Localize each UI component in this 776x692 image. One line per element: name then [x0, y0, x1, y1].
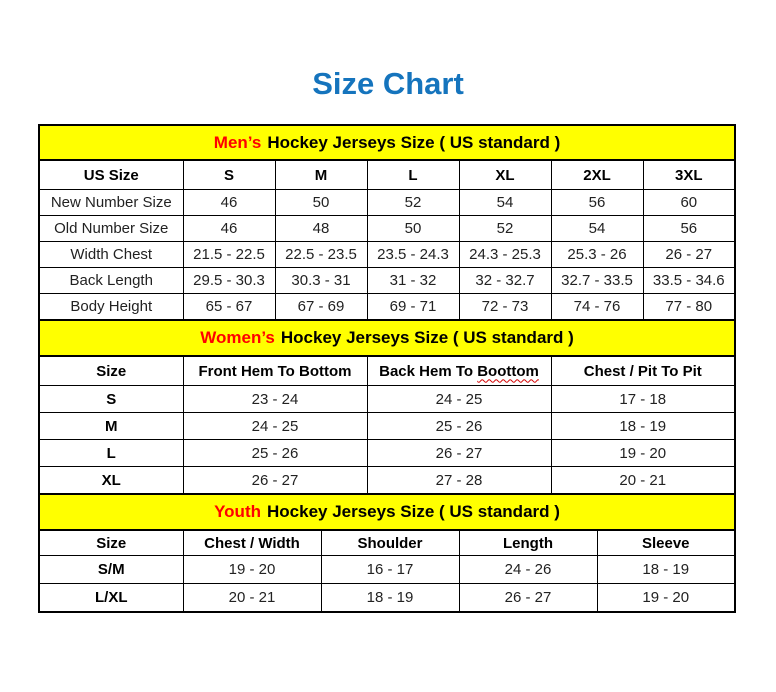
- mens-header-row: [39, 160, 735, 190]
- size-cell: 26 - 27: [643, 242, 735, 268]
- size-cell: 25 - 26: [367, 413, 551, 440]
- table-row: [39, 386, 735, 413]
- column-header: [643, 160, 735, 190]
- row-label: S: [39, 386, 183, 413]
- page-title: Size Chart: [312, 66, 464, 101]
- column-header: [183, 530, 321, 556]
- size-cell: 31 - 32: [367, 268, 459, 294]
- youth-header-row: [39, 530, 735, 556]
- youth-band-text: Hockey Jerseys Size ( US standard ): [267, 502, 560, 521]
- womens-size-table: [38, 319, 736, 495]
- column-header-label: S: [223, 166, 234, 184]
- youth-band-title: [39, 494, 735, 530]
- table-row: [39, 413, 735, 440]
- column-header-label: Front Hem To Bottom: [198, 362, 352, 380]
- size-cell: 74 - 76: [551, 294, 643, 321]
- size-cell: 19 - 20: [597, 584, 735, 613]
- row-label: M: [39, 413, 183, 440]
- size-cell: 65 - 67: [183, 294, 275, 321]
- womens-band-highlight: Women’s: [200, 328, 275, 347]
- column-header-label: 3XL: [675, 166, 703, 184]
- size-cell: 52: [459, 216, 551, 242]
- mens-band-highlight: Men’s: [213, 132, 262, 152]
- size-cell: 26 - 27: [367, 440, 551, 467]
- size-cell: 50: [367, 216, 459, 242]
- table-row: [39, 467, 735, 495]
- mens-band-title: [39, 125, 735, 160]
- column-header-label: Back Hem To: [379, 362, 478, 380]
- size-cell: 23 - 24: [183, 386, 367, 413]
- size-cell: 20 - 21: [183, 584, 321, 613]
- mens-band-text: Hockey Jerseys Size ( US standard ): [267, 132, 561, 152]
- row-label: Width Chest: [39, 242, 183, 268]
- column-header-label: M: [314, 166, 328, 184]
- column-header: [459, 160, 551, 190]
- womens-band-text: Hockey Jerseys Size ( US standard ): [280, 328, 574, 347]
- size-cell: 32 - 32.7: [459, 268, 551, 294]
- size-cell: 24.3 - 25.3: [459, 242, 551, 268]
- womens-header-row: [39, 356, 735, 386]
- size-cell: 18 - 19: [551, 413, 735, 440]
- size-cell: 69 - 71: [367, 294, 459, 321]
- size-tables: [38, 124, 734, 613]
- column-header: [551, 356, 735, 386]
- size-cell: 56: [643, 216, 735, 242]
- row-label: New Number Size: [39, 190, 183, 216]
- size-cell: 29.5 - 30.3: [183, 268, 275, 294]
- size-cell: 27 - 28: [367, 467, 551, 495]
- size-cell: 48: [275, 216, 367, 242]
- size-cell: 26 - 27: [183, 467, 367, 495]
- column-header: [459, 530, 597, 556]
- size-cell: 18 - 19: [321, 584, 459, 613]
- row-label: Back Length: [39, 268, 183, 294]
- youth-size-table: [38, 493, 736, 613]
- column-header: [551, 160, 643, 190]
- column-header-label: Size: [96, 534, 127, 552]
- column-header-label: Size: [96, 362, 127, 380]
- size-cell: 21.5 - 22.5: [183, 242, 275, 268]
- column-header: [275, 160, 367, 190]
- size-cell: 25 - 26: [183, 440, 367, 467]
- womens-band-title: [39, 320, 735, 356]
- row-label: Body Height: [39, 294, 183, 321]
- size-cell: 56: [551, 190, 643, 216]
- size-cell: 18 - 19: [597, 556, 735, 584]
- size-cell: 52: [367, 190, 459, 216]
- column-header-label: US Size: [83, 166, 139, 184]
- size-cell: 50: [275, 190, 367, 216]
- column-header-label: Chest / Pit To Pit: [583, 362, 702, 380]
- size-cell: 24 - 26: [459, 556, 597, 584]
- size-cell: 19 - 20: [551, 440, 735, 467]
- column-header: [597, 530, 735, 556]
- column-header-label: Sleeve: [641, 534, 690, 552]
- size-cell: 24 - 25: [367, 386, 551, 413]
- row-label: L/XL: [39, 584, 183, 613]
- size-cell: 17 - 18: [551, 386, 735, 413]
- size-cell: 19 - 20: [183, 556, 321, 584]
- column-header-label: XL: [495, 166, 515, 184]
- size-cell: 33.5 - 34.6: [643, 268, 735, 294]
- size-cell: 60: [643, 190, 735, 216]
- column-header: [39, 356, 183, 386]
- size-cell: 16 - 17: [321, 556, 459, 584]
- column-header-label: Length: [503, 534, 553, 552]
- row-label: XL: [39, 467, 183, 495]
- table-row: [39, 440, 735, 467]
- mens-size-table: [38, 124, 736, 321]
- size-cell: 46: [183, 216, 275, 242]
- size-cell: 54: [551, 216, 643, 242]
- size-cell: 22.5 - 23.5: [275, 242, 367, 268]
- table-row: [39, 294, 735, 321]
- column-header: [367, 160, 459, 190]
- womens-band-row: [39, 320, 735, 356]
- misspelled-word: Boottom: [477, 362, 539, 380]
- size-cell: 30.3 - 31: [275, 268, 367, 294]
- column-header-label: L: [408, 166, 418, 184]
- size-cell: 67 - 69: [275, 294, 367, 321]
- size-cell: 26 - 27: [459, 584, 597, 613]
- size-cell: 77 - 80: [643, 294, 735, 321]
- column-header-label: Chest / Width: [204, 534, 300, 552]
- size-cell: 32.7 - 33.5: [551, 268, 643, 294]
- mens-band-row: [39, 125, 735, 160]
- column-header: [321, 530, 459, 556]
- size-cell: 23.5 - 24.3: [367, 242, 459, 268]
- size-cell: 24 - 25: [183, 413, 367, 440]
- size-cell: 54: [459, 190, 551, 216]
- column-header: [367, 356, 551, 386]
- column-header-label: Shoulder: [357, 534, 423, 552]
- table-row: [39, 190, 735, 216]
- column-header: [39, 530, 183, 556]
- size-cell: 46: [183, 190, 275, 216]
- row-label: L: [39, 440, 183, 467]
- column-header: [183, 160, 275, 190]
- size-cell: 25.3 - 26: [551, 242, 643, 268]
- size-cell: 72 - 73: [459, 294, 551, 321]
- table-row: [39, 216, 735, 242]
- table-row: [39, 584, 735, 613]
- column-header: [183, 356, 367, 386]
- youth-band-highlight: Youth: [214, 502, 261, 521]
- size-cell: 20 - 21: [551, 467, 735, 495]
- youth-band-row: [39, 494, 735, 530]
- table-row: [39, 556, 735, 584]
- row-label: Old Number Size: [39, 216, 183, 242]
- table-row: [39, 242, 735, 268]
- row-label: S/M: [39, 556, 183, 584]
- table-row: [39, 268, 735, 294]
- column-header-label: 2XL: [583, 166, 611, 184]
- column-header: [39, 160, 183, 190]
